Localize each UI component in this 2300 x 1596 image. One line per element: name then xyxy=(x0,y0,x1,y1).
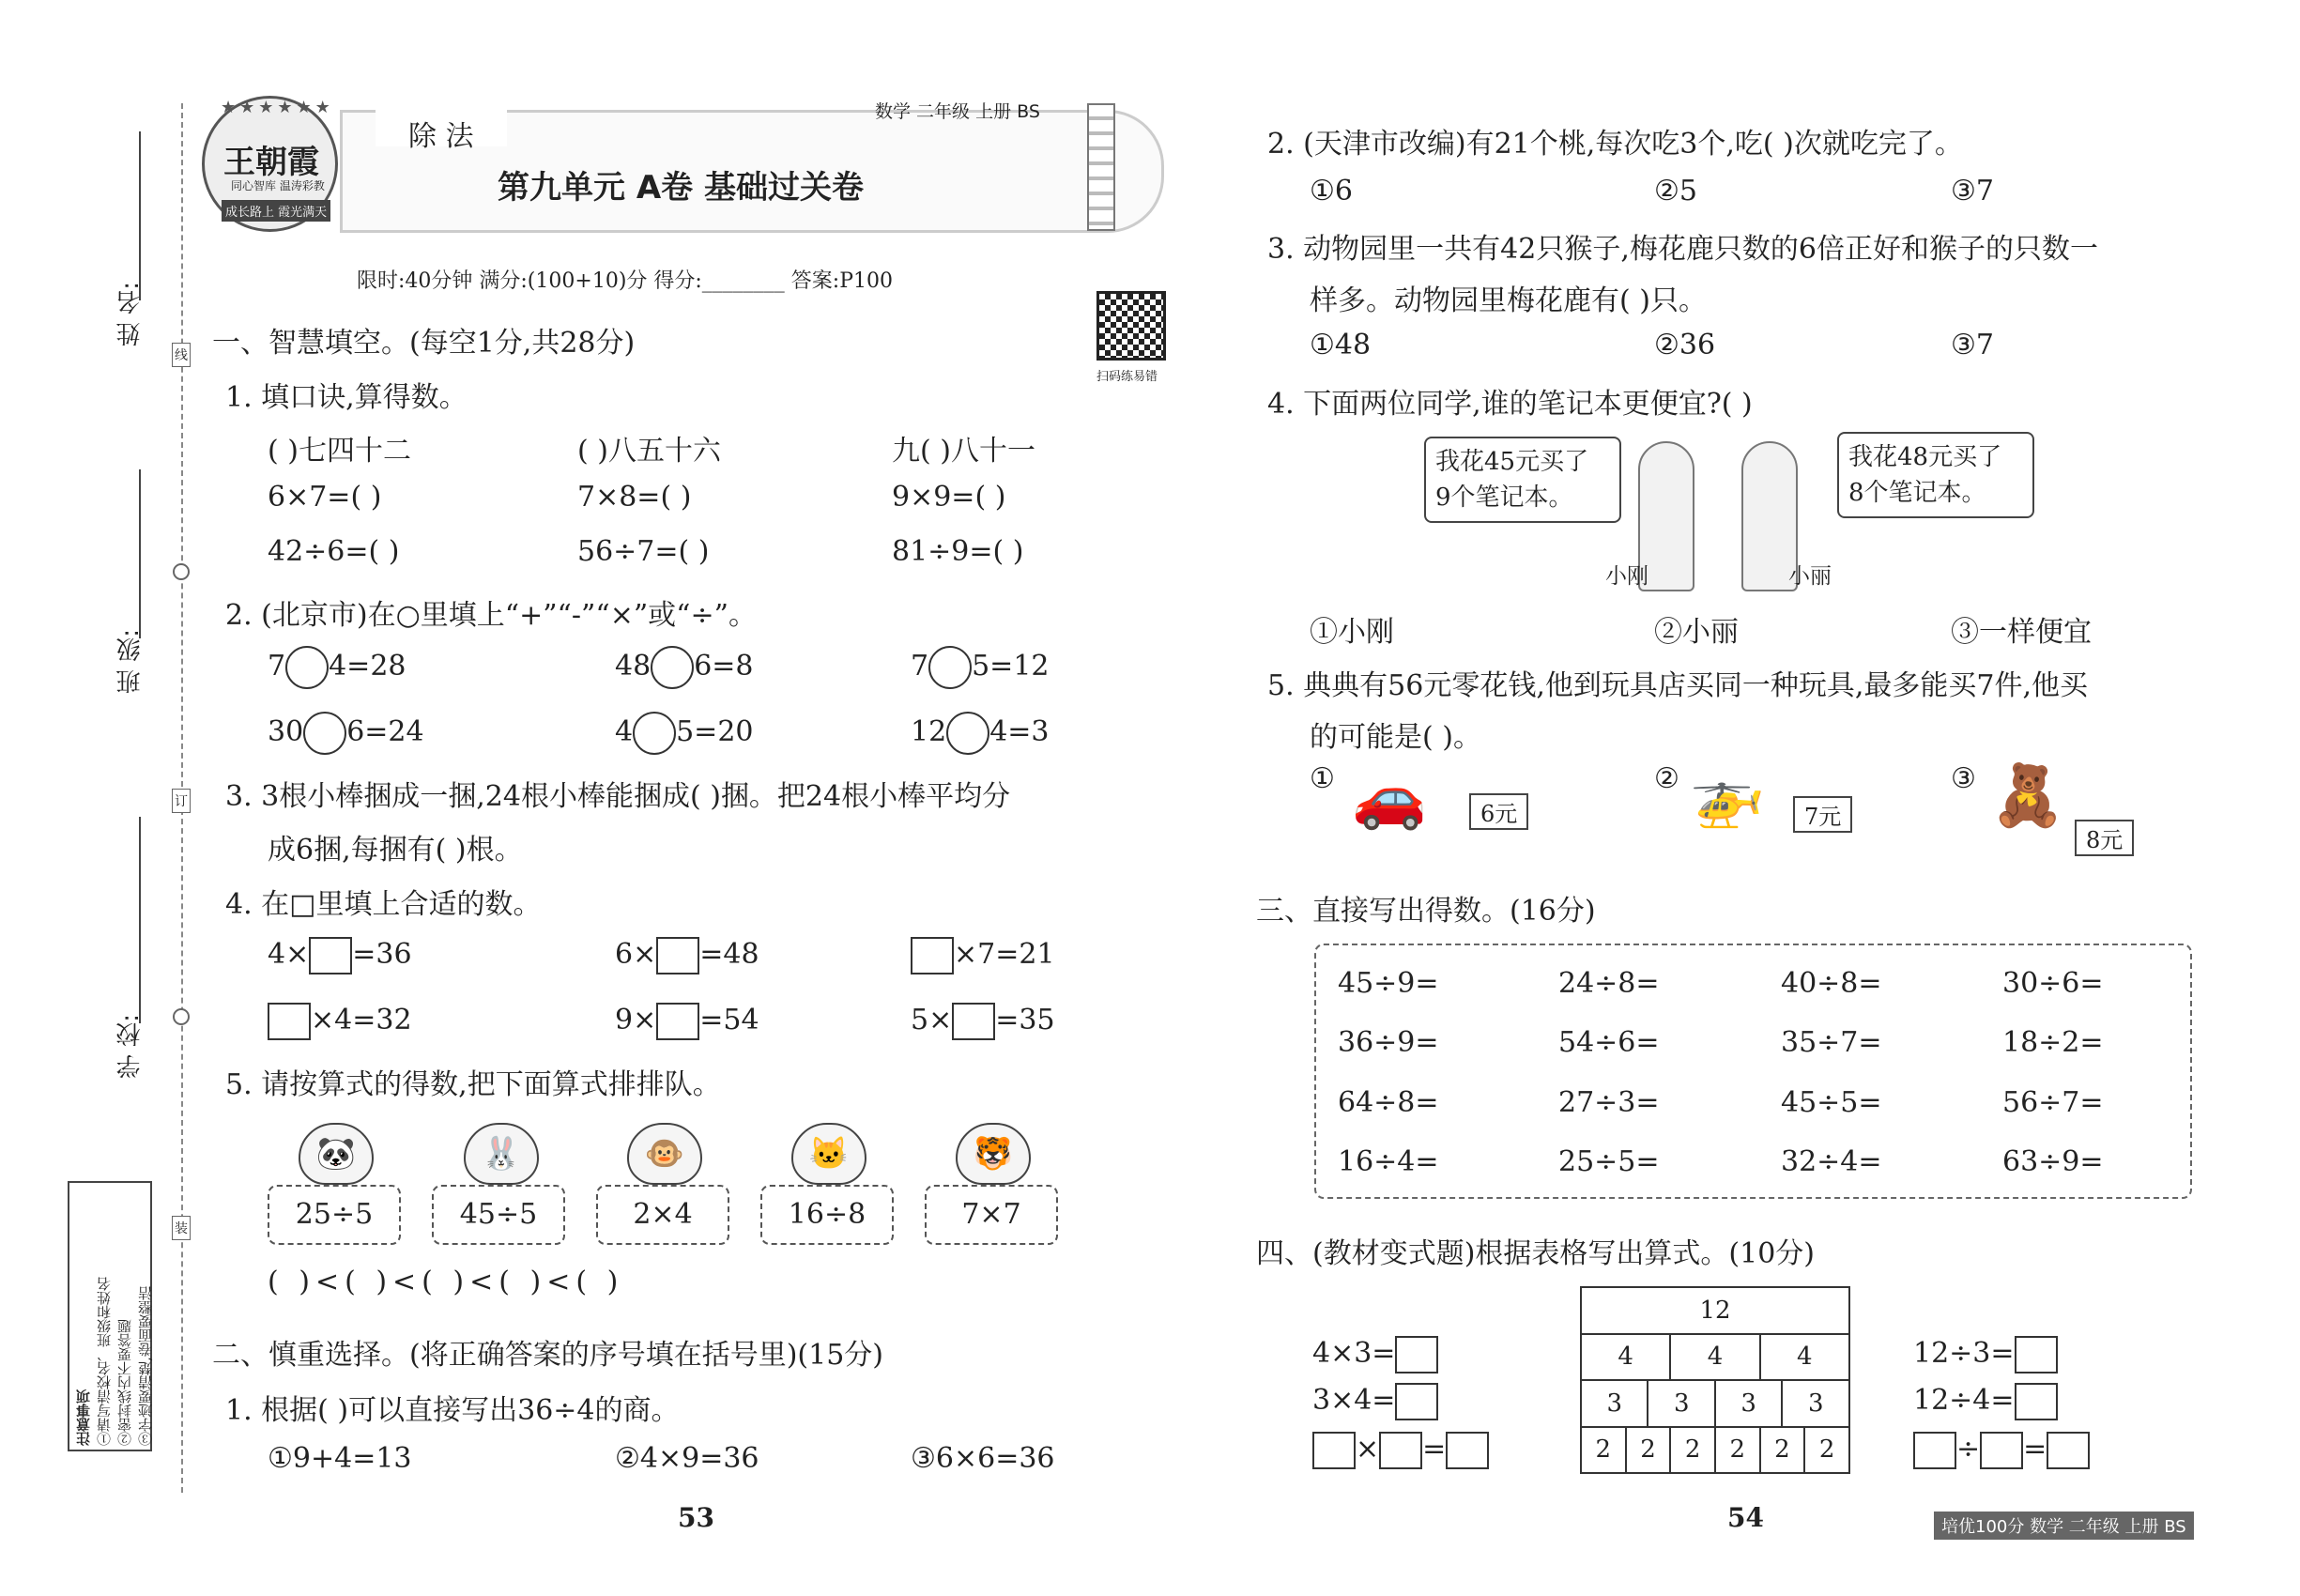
answer-box[interactable] xyxy=(2015,1336,2058,1373)
s3-r1-c1: 45÷9= xyxy=(1338,967,1439,1000)
q2-r1-c1: 7 4=28 xyxy=(268,646,406,689)
answer-box[interactable] xyxy=(309,937,352,974)
name-line xyxy=(139,131,141,300)
s3-r4-c2: 25÷5= xyxy=(1558,1145,1660,1178)
s4-right-1: 12÷3= xyxy=(1913,1336,2058,1373)
monkey-icon: 🐵 xyxy=(627,1123,702,1185)
name-xiaogang: 小刚 xyxy=(1605,564,1648,589)
r-q2-line: 2. (天津市改编)有21个桃,每次吃3个,吃( )次就吃完了。 xyxy=(1267,128,1963,161)
r-q5-line1: 5. 典典有56元零花钱,他到玩具店买同一种玩具,最多能买7件,他买 xyxy=(1267,669,2089,702)
table-top-cell: 12 xyxy=(1581,1287,1849,1334)
logo-sub1: 同心智库 温涛彩教 xyxy=(231,179,325,192)
school-line xyxy=(139,817,141,1023)
s3-r2-c4: 18÷2= xyxy=(2002,1026,2104,1059)
note-1: ①请写清校名、班级和姓名 xyxy=(96,1277,113,1446)
answer-box[interactable] xyxy=(1913,1432,1956,1469)
r-q3-line2: 样多。动物园里梅花鹿有( )只。 xyxy=(1310,284,1707,317)
name-xiaoli: 小丽 xyxy=(1788,564,1832,589)
s3-r1-c3: 40÷8= xyxy=(1781,967,1882,1000)
toy-2-price: 7元 xyxy=(1793,796,1852,833)
cut-mark-3: 装 xyxy=(172,1216,191,1240)
answer-box[interactable] xyxy=(1312,1432,1356,1469)
qr-caption: 扫码练易错 xyxy=(1096,370,1158,384)
answer-box[interactable] xyxy=(1446,1432,1489,1469)
answer-box[interactable] xyxy=(911,937,954,974)
r-q2-opt-1: ①6 xyxy=(1310,175,1353,207)
r-q4-opt-3: ③一样便宜 xyxy=(1951,616,2092,649)
operator-circle[interactable] xyxy=(633,712,676,755)
s4-right-3: ÷ = xyxy=(1913,1432,2090,1469)
s3-r2-c1: 36÷9= xyxy=(1338,1026,1439,1059)
q4-r2-c2: 9× =54 xyxy=(615,1003,759,1040)
footer-tag: 培优100分 数学 二年级 上册 BS xyxy=(1934,1512,2194,1540)
page-number-left: 53 xyxy=(678,1502,714,1533)
division-table: 12 4 4 4 3 3 3 3 2 2 2 2 2 2 xyxy=(1580,1286,1850,1474)
answer-box[interactable] xyxy=(952,1003,995,1040)
q5-order: ( )<( )<( )<( )<( ) xyxy=(268,1266,624,1298)
q1-r1-c1: ( )七四十二 xyxy=(268,435,411,468)
toy-1-num: ① xyxy=(1310,762,1335,795)
r-q3-opt-2: ②36 xyxy=(1654,329,1716,361)
r-q5-line2: 的可能是( )。 xyxy=(1310,721,1481,754)
q1-r2-c1: 6×7=( ) xyxy=(268,481,382,514)
answer-box[interactable] xyxy=(268,1003,311,1040)
logo-stars: ★★★★★★ xyxy=(221,98,334,117)
q3-line1: 3. 3根小棒捆成一捆,24根小棒能捆成( )捆。把24根小棒平均分 xyxy=(225,780,1011,813)
s3-r3-c1: 64÷8= xyxy=(1338,1086,1439,1119)
s3-r4-c4: 63÷9= xyxy=(2002,1145,2104,1178)
car-icon: 🚗 xyxy=(1352,763,1427,833)
q1-r3-c2: 56÷7=( ) xyxy=(577,535,710,568)
r-q2-opt-2: ②5 xyxy=(1654,175,1697,207)
cut-mark-2: 订 xyxy=(172,789,191,813)
q1-stem: 1. 填口诀,算得数。 xyxy=(225,381,468,414)
q5-card-3: 2×4 xyxy=(596,1185,729,1245)
s4-right-2: 12÷4= xyxy=(1913,1383,2058,1420)
section3-title: 三、直接写出得数。(16分) xyxy=(1256,895,1596,928)
s3-r1-c4: 30÷6= xyxy=(2002,967,2104,1000)
answer-box[interactable] xyxy=(1379,1432,1422,1469)
q1-r3-c1: 42÷6=( ) xyxy=(268,535,400,568)
operator-circle[interactable] xyxy=(303,712,346,755)
q2-r1-c2: 48 6=8 xyxy=(615,646,754,689)
q2-r2-c3: 12 4=3 xyxy=(911,712,1050,755)
toy-2-num: ② xyxy=(1654,762,1679,795)
q4-r1-c1: 4× =36 xyxy=(268,937,412,974)
answer-box[interactable] xyxy=(656,937,699,974)
q1-r1-c2: ( )八五十六 xyxy=(577,435,721,468)
rabbit-icon: 🐰 xyxy=(464,1123,539,1185)
r-q3-opt-1: ①48 xyxy=(1310,329,1372,361)
binding-hole-1 xyxy=(173,563,190,580)
answer-box[interactable] xyxy=(2047,1432,2090,1469)
note-3: ③字迹要清楚,卷面要整洁 xyxy=(137,1286,154,1446)
q5-card-5: 7×7 xyxy=(925,1185,1058,1245)
operator-circle[interactable] xyxy=(285,646,329,689)
answer-box[interactable] xyxy=(1395,1383,1438,1420)
qr-code[interactable] xyxy=(1096,291,1166,361)
s3-r1-c2: 24÷8= xyxy=(1558,967,1660,1000)
panda-icon: 🐼 xyxy=(299,1123,374,1185)
unit-title: 第九单元 A卷 基础过关卷 xyxy=(498,169,864,207)
q4-r1-c3: ×7=21 xyxy=(911,937,1055,974)
subject-label: 除 法 xyxy=(408,120,474,153)
operator-circle[interactable] xyxy=(928,646,972,689)
s4-left-3: × = xyxy=(1312,1432,1489,1469)
logo-main: 王朝霞 xyxy=(223,144,319,181)
note-2: ②密封线内不要答题 xyxy=(116,1319,133,1446)
q3-line2: 成6捆,每捆有( )根。 xyxy=(268,834,523,867)
r-q4-opt-2: ②小丽 xyxy=(1654,616,1739,649)
toy-3-price: 8元 xyxy=(2075,820,2134,856)
speech-bubble-1: 我花45元买了 9个笔记本。 xyxy=(1424,437,1621,523)
speech-bubble-2: 我花48元买了 8个笔记本。 xyxy=(1837,432,2034,518)
tiger-icon: 🐯 xyxy=(956,1123,1031,1185)
q4-r2-c1: ×4=32 xyxy=(268,1003,412,1040)
s2q1-stem: 1. 根据( )可以直接写出36÷4的商。 xyxy=(225,1394,680,1427)
operator-circle[interactable] xyxy=(651,646,694,689)
helicopter-icon: 🚁 xyxy=(1690,761,1765,831)
s3-r4-c3: 32÷4= xyxy=(1781,1145,1882,1178)
s3-r3-c4: 56÷7= xyxy=(2002,1086,2104,1119)
answer-box[interactable] xyxy=(2015,1383,2058,1420)
r-q4-opt-1: ①小刚 xyxy=(1310,616,1394,649)
class-label: 班 级: xyxy=(116,629,145,695)
r-q2-opt-3: ③7 xyxy=(1951,175,1994,207)
q5-card-1: 25÷5 xyxy=(268,1185,401,1245)
section2-title: 二、慎重选择。(将正确答案的序号填在括号里)(15分) xyxy=(212,1339,883,1372)
q4-r2-c3: 5× =35 xyxy=(911,1003,1055,1040)
operator-circle[interactable] xyxy=(946,712,989,755)
test-meta: 限时:40分钟 满分:(100+10)分 得分:________ 答案:P100 xyxy=(357,269,894,293)
name-label: 姓 名: xyxy=(116,282,145,347)
binding-hole-2 xyxy=(173,1008,190,1025)
answer-box[interactable] xyxy=(1395,1336,1438,1373)
section4-title: 四、(教材变式题)根据表格写出算式。(10分) xyxy=(1256,1237,1815,1270)
q4-stem: 4. 在□里填上合适的数。 xyxy=(225,888,542,921)
s3-r2-c2: 54÷6= xyxy=(1558,1026,1660,1059)
q2-r2-c1: 30 6=24 xyxy=(268,712,424,755)
q1-r2-c3: 9×9=( ) xyxy=(892,481,1006,514)
class-line xyxy=(139,469,141,638)
s2q1-opt-3: ③6×6=36 xyxy=(911,1442,1055,1475)
notes-title: 注意事项 xyxy=(75,1389,92,1446)
q1-r2-c2: 7×8=( ) xyxy=(577,481,692,514)
section1-title: 一、智慧填空。(每空1分,共28分) xyxy=(212,327,636,360)
q2-r2-c2: 4 5=20 xyxy=(615,712,754,755)
answer-box[interactable] xyxy=(656,1003,699,1040)
r-q3-line1: 3. 动物园里一共有42只猴子,梅花鹿只数的6倍正好和猴子的只数一 xyxy=(1267,233,2098,266)
q2-r1-c3: 7 5=12 xyxy=(911,646,1050,689)
r-q3-opt-3: ③7 xyxy=(1951,329,1994,361)
s2q1-opt-1: ①9+4=13 xyxy=(268,1442,412,1475)
page-number-right: 54 xyxy=(1727,1502,1764,1533)
toy-1-price: 6元 xyxy=(1469,793,1528,830)
notes-box xyxy=(68,1181,152,1451)
cat-icon: 🐱 xyxy=(791,1123,866,1185)
toy-3-num: ③ xyxy=(1951,762,1976,795)
doll-icon: 🧸 xyxy=(1990,761,2065,831)
s3-r3-c2: 27÷3= xyxy=(1558,1086,1660,1119)
q5-card-2: 45÷5 xyxy=(432,1185,565,1245)
lighthouse-icon xyxy=(1087,103,1115,231)
s3-r2-c3: 35÷7= xyxy=(1781,1026,1882,1059)
q1-r3-c3: 81÷9=( ) xyxy=(892,535,1024,568)
q5-stem: 5. 请按算式的得数,把下面算式排排队。 xyxy=(225,1068,721,1101)
s4-left-2: 3×4= xyxy=(1312,1383,1438,1420)
book-info: 数学 二年级 上册 BS xyxy=(875,101,1040,122)
s4-left-1: 4×3= xyxy=(1312,1336,1438,1373)
q5-card-4: 16÷8 xyxy=(760,1185,894,1245)
answer-box[interactable] xyxy=(1980,1432,2023,1469)
s3-r3-c3: 45÷5= xyxy=(1781,1086,1882,1119)
logo-sub2: 成长路上 霞光满天 xyxy=(222,200,330,222)
s3-r4-c1: 16÷4= xyxy=(1338,1145,1439,1178)
s2q1-opt-2: ②4×9=36 xyxy=(615,1442,759,1475)
r-q4-stem: 4. 下面两位同学,谁的笔记本更便宜?( ) xyxy=(1267,388,1753,421)
q1-r1-c3: 九( )八十一 xyxy=(892,435,1035,468)
q2-stem: 2. (北京市)在○里填上“+”“-”“×”或“÷”。 xyxy=(225,599,757,632)
q4-r1-c2: 6× =48 xyxy=(615,937,759,974)
school-label: 学 校: xyxy=(116,1014,145,1080)
cut-mark-1: 线 xyxy=(172,343,191,367)
